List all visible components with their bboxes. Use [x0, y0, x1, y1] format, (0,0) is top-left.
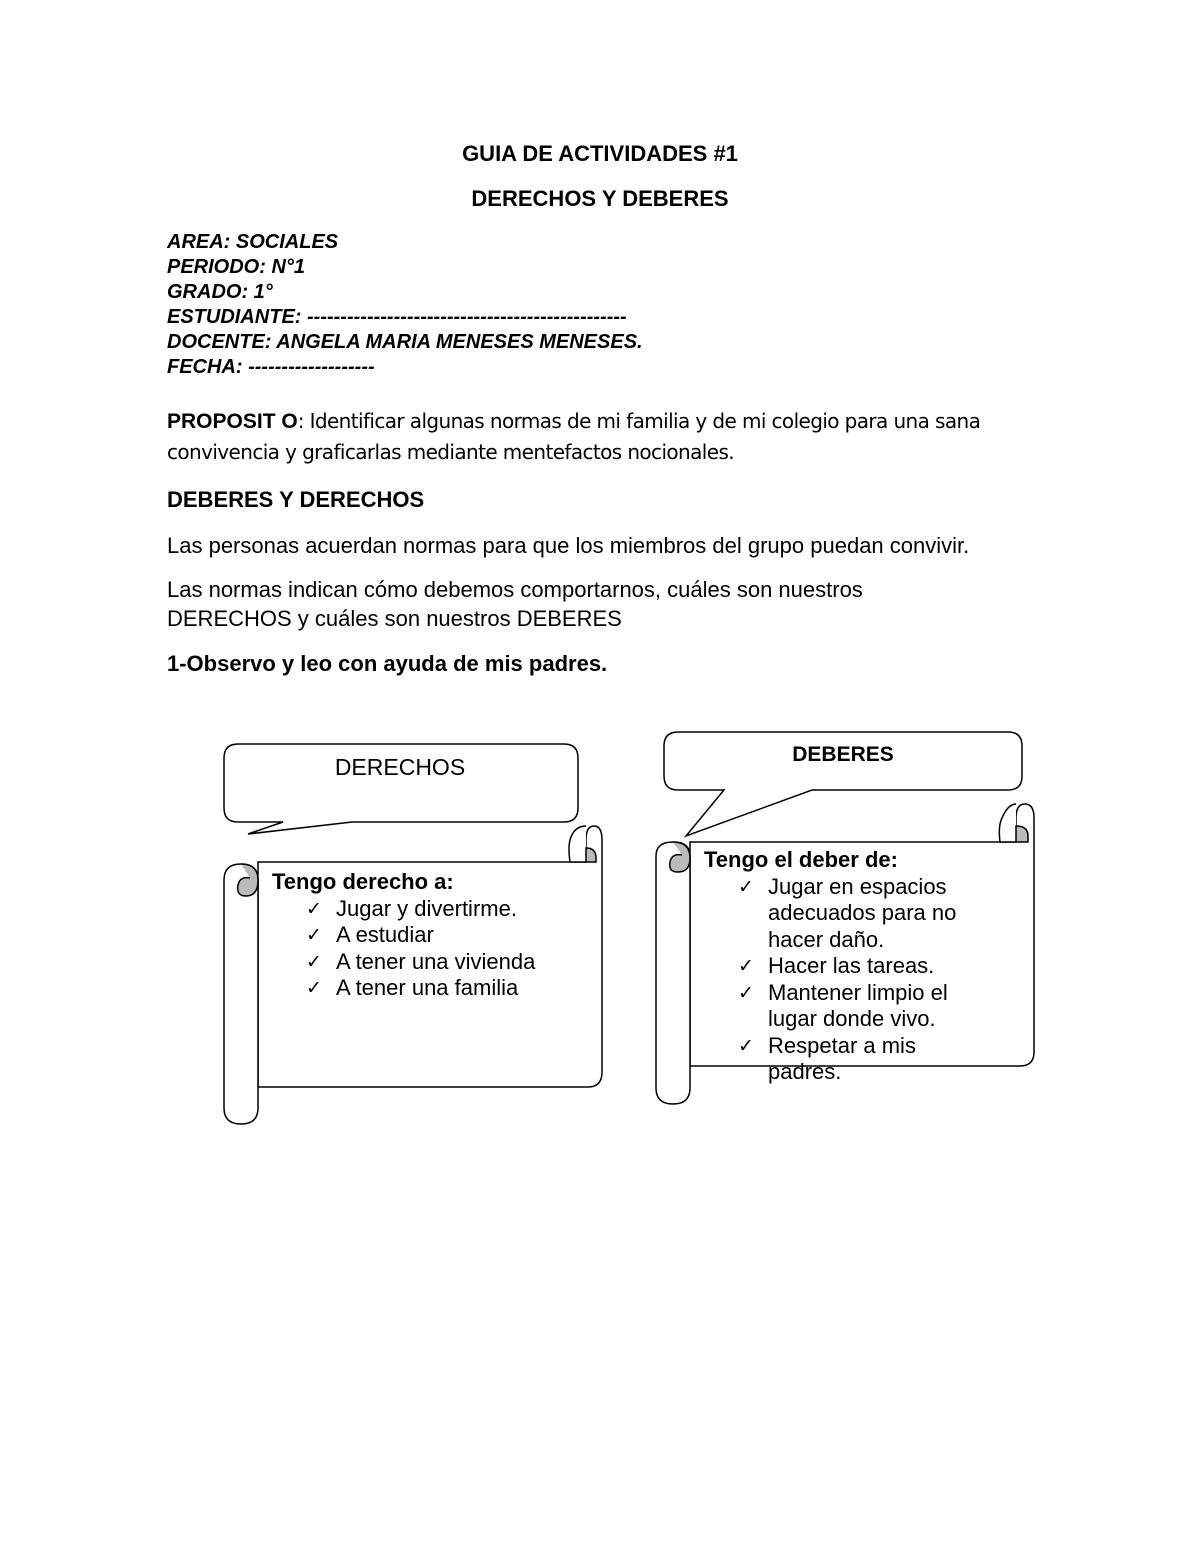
- list-item: ✓ A tener una vivienda: [306, 948, 536, 974]
- check-icon: ✓: [306, 897, 322, 920]
- list-item: ✓ A tener una familia: [306, 975, 519, 1000]
- proposito-label: PROPOSIT O: [167, 410, 298, 433]
- derechos-bubble-label: DERECHOS: [334, 754, 466, 780]
- check-icon: ✓: [738, 981, 754, 1004]
- document-title: GUIA DE ACTIVIDADES #1: [462, 141, 738, 166]
- deberes-bubble-label: DEBERES: [792, 743, 894, 766]
- fecha-line: FECHA: -------------------: [167, 356, 375, 378]
- list-item: ✓ A estudiar: [306, 922, 434, 947]
- check-icon: ✓: [306, 977, 322, 999]
- list-item: ✓ Jugar y divertirme.: [306, 895, 517, 921]
- estudiante-line: ESTUDIANTE: ------------------------------------------------: [167, 306, 627, 328]
- deberes-lead: Tengo el deber de:: [704, 847, 898, 872]
- area-line: AREA: SOCIALES: [167, 231, 339, 253]
- paragraph-normas-2: Las normas indican cómo debemos comportarnos, cuáles son nuestros DERECHOS y cuáles son nuestros DEBERES: [167, 577, 863, 631]
- derechos-list: [306, 896, 582, 1002]
- paragraph-normas-1: Las personas acuerdan normas para que los miembros del grupo puedan convivir.: [167, 533, 970, 558]
- document-subtitle: DERECHOS Y DEBERES: [471, 186, 729, 211]
- check-icon: ✓: [738, 1034, 754, 1057]
- list-item: ✓ Jugar en espacios adecuados para no hacer daño.: [738, 873, 957, 952]
- deberes-list: [738, 874, 994, 1086]
- derechos-content: [272, 869, 582, 1002]
- check-icon: ✓: [306, 924, 322, 946]
- check-icon: ✓: [306, 950, 322, 973]
- grado-line: GRADO: 1°: [167, 281, 273, 303]
- activity-instruction: 1-Observo y leo con ayuda de mis padres.: [167, 651, 608, 676]
- check-icon: ✓: [738, 955, 754, 977]
- list-item: ✓ Mantener limpio el lugar donde vivo.: [738, 979, 948, 1031]
- section-heading: DEBERES Y DERECHOS: [167, 487, 425, 512]
- derechos-lead: Tengo derecho a:: [272, 869, 454, 894]
- check-icon: ✓: [738, 875, 754, 898]
- proposito-text: : Identificar algunas normas de mi familia y de mi colegio para una sana convivencia y graficarlas mediante mentefactos nocionales.: [167, 409, 981, 464]
- list-item: ✓ Respetar a mis padres.: [738, 1032, 916, 1084]
- deberes-content: [704, 847, 1024, 1086]
- list-item: ✓ Hacer las tareas.: [738, 953, 935, 978]
- docente-line: DOCENTE: ANGELA MARIA MENESES MENESES.: [167, 331, 643, 353]
- periodo-line: PERIODO: N°1: [167, 256, 306, 278]
